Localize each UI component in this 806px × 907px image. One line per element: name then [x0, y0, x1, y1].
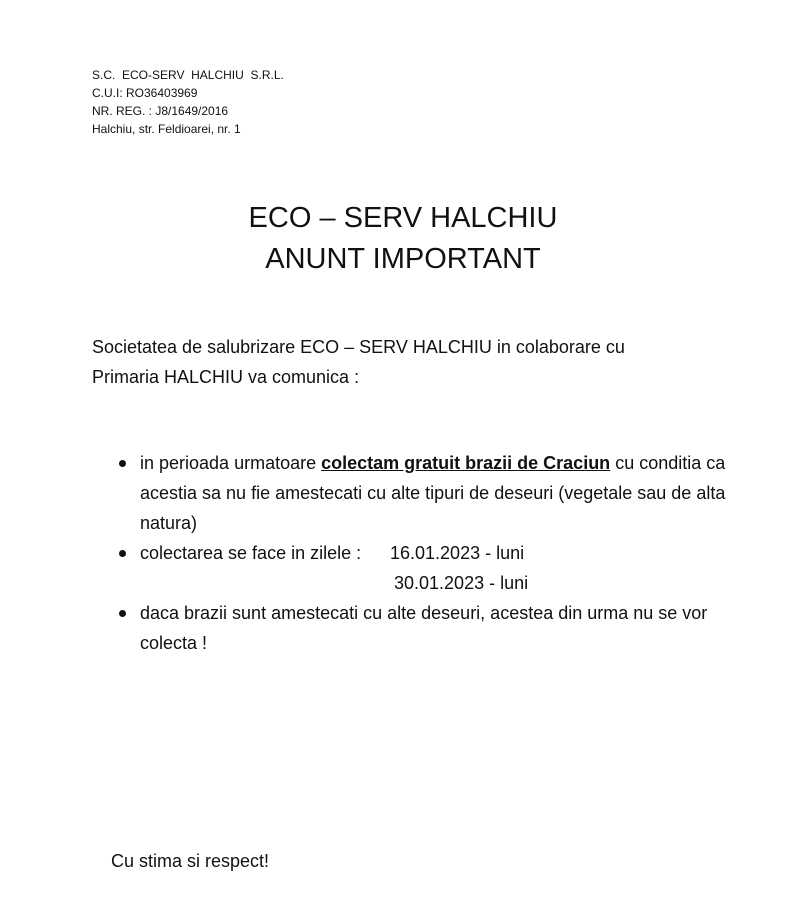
- company-cui: C.U.I: RO36403969: [92, 86, 198, 100]
- bullet-1-intro: in perioada urmatoare: [140, 453, 322, 473]
- collection-days-label: colectarea se face in zilele :: [140, 543, 362, 563]
- intro-paragraph: [92, 332, 732, 392]
- company-registration: NR. REG. : J8/1649/2016: [92, 104, 229, 118]
- bullet-1-emphasis: colectam gratuit brazii de Craciun: [321, 453, 611, 473]
- bullet-item-mixed-waste-warning: [140, 598, 730, 658]
- bullet-dot-icon: [119, 610, 126, 617]
- bullet-item-free-collection: [140, 448, 730, 538]
- closing-salutation: Cu stima si respect!: [111, 851, 270, 871]
- company-name: S.C. ECO-SERV HALCHIU S.R.L.: [92, 68, 284, 82]
- company-address: Halchiu, str. Feldioarei, nr. 1: [92, 122, 241, 136]
- bullet-list: [140, 448, 730, 658]
- bullet-dot-icon: [119, 460, 126, 467]
- title-line-2: ANUNT IMPORTANT: [265, 243, 541, 275]
- collection-date-2: 30.01.2023 - luni: [394, 573, 529, 593]
- company-header: [92, 66, 284, 138]
- document-title: [0, 198, 806, 280]
- bullet-dot-icon: [119, 550, 126, 557]
- title-line-1: ECO – SERV HALCHIU: [248, 202, 558, 234]
- bullet-item-collection-dates: [140, 538, 730, 598]
- bullet-3-text: daca brazii sunt amestecati cu alte deseuri, acestea din urma nu se vor colecta !: [140, 603, 708, 653]
- intro-line-1: Societatea de salubrizare ECO – SERV HALCHIU in colaborare cu: [92, 337, 625, 357]
- bullet-1-condition: cu conditia ca acestia sa nu fie amestecati cu alte tipuri de deseuri (vegetale sau de alta natura): [140, 453, 726, 533]
- intro-line-2: Primaria HALCHIU va comunica :: [92, 367, 360, 387]
- collection-date-1: 16.01.2023 - luni: [390, 543, 525, 563]
